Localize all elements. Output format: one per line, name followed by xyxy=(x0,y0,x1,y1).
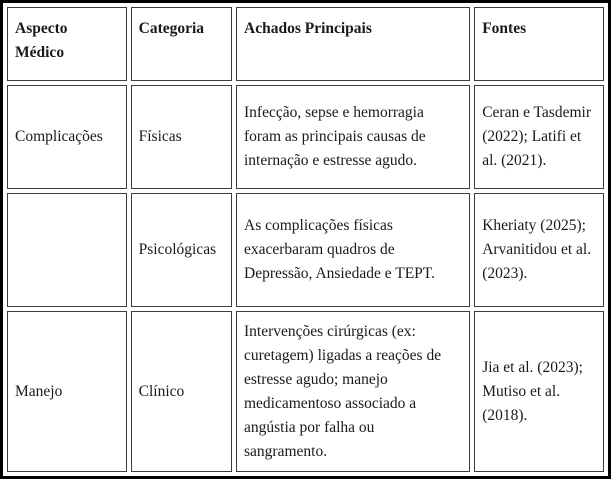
column-header-aspecto-medico: Aspecto Médico xyxy=(7,7,127,81)
cell-fontes: Jia et al. (2023); Mutiso et al. (2018). xyxy=(474,311,604,472)
cell-categoria: Clínico xyxy=(131,311,232,472)
cell-fontes: Ceran e Tasdemir (2022); Latifi et al. (2021). xyxy=(474,85,604,189)
cell-achados-principais: As complicações físicas exacerbaram quadros de Depressão, Ansiedade e TEPT. xyxy=(236,193,470,308)
cell-aspecto-medico: Complicações xyxy=(7,85,127,189)
column-header-achados-principais: Achados Principais xyxy=(236,7,470,81)
column-header-fontes: Fontes xyxy=(474,7,604,81)
cell-aspecto-medico xyxy=(7,193,127,308)
table-row xyxy=(7,85,604,189)
cell-categoria: Psicológicas xyxy=(131,193,232,308)
cell-achados-principais: Infecção, sepse e hemorragia foram as principais causas de internação e estresse agudo. xyxy=(236,85,470,189)
cell-achados-principais: Intervenções cirúrgicas (ex: curetagem) ligadas a reações de estresse agudo; manejo medicamentoso associado a angústia por falha ou sangramento. xyxy=(236,311,470,472)
medical-aspects-table xyxy=(3,3,608,476)
cell-aspecto-medico: Manejo xyxy=(7,311,127,472)
cell-categoria: Físicas xyxy=(131,85,232,189)
cell-fontes: Kheriaty (2025); Arvanitidou et al. (2023). xyxy=(474,193,604,308)
table-row xyxy=(7,311,604,472)
column-header-categoria: Categoria xyxy=(131,7,232,81)
table-row xyxy=(7,193,604,308)
header-row xyxy=(7,7,604,81)
